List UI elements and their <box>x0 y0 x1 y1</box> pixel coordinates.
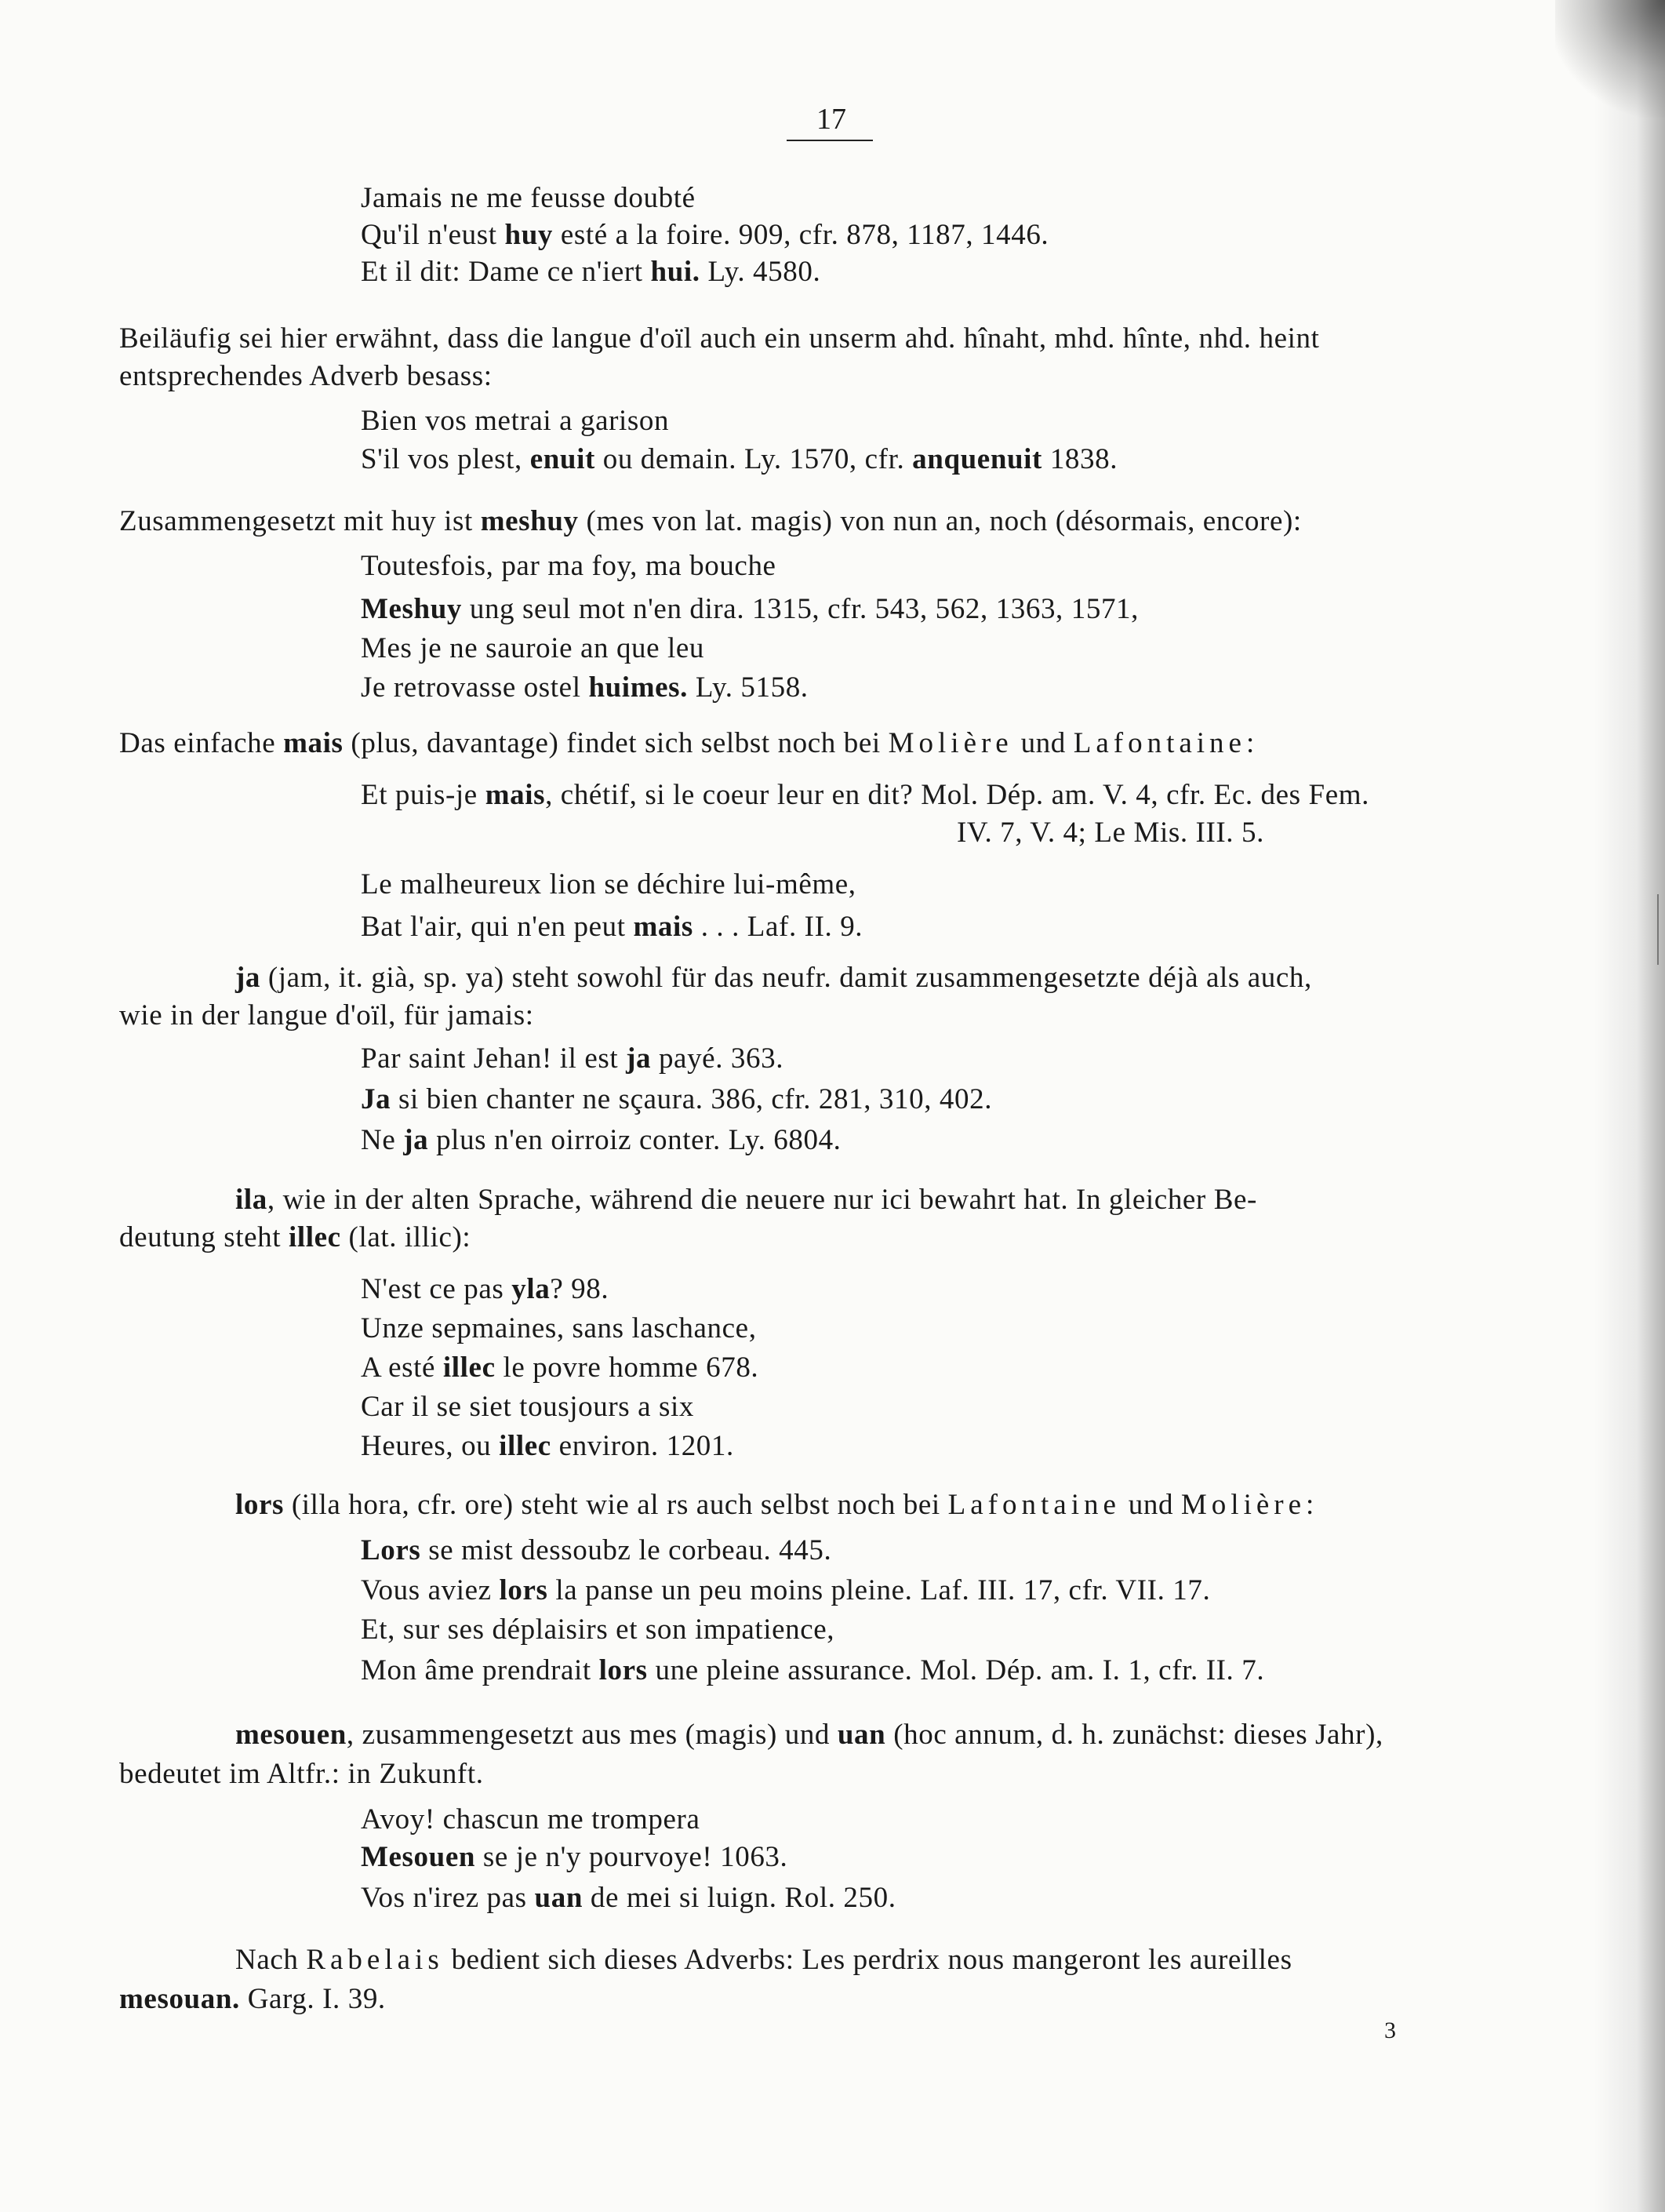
paragraph-line: mesouen, zusammengesetzt aus mes (magis) und uan (hoc annum, d. h. zunächst: dieses Jahr), <box>235 1719 1383 1751</box>
quote-line: Unze sepmaines, sans laschance, <box>361 1312 757 1344</box>
signature-mark: 3 <box>1384 2017 1396 2043</box>
quote-line: Par saint Jehan! il est ja payé. 363. <box>361 1042 784 1075</box>
paragraph-line: entsprechendes Adverb besass: <box>119 360 493 392</box>
paragraph-line: ila, wie in der alten Sprache, während die neuere nur ici bewahrt hat. In gleicher Be- <box>235 1184 1257 1216</box>
quote-line: Mes je ne sauroie an que leu <box>361 632 705 664</box>
quote-line: A esté illec le povre homme 678. <box>361 1352 759 1384</box>
quote-line: Qu'il n'eust huy esté a la foire. 909, cfr. 878, 1187, 1446. <box>361 219 1049 251</box>
quote-line: Mon âme prendrait lors une pleine assurance. Mol. Dép. am. I. 1, cfr. II. 7. <box>361 1654 1265 1686</box>
paragraph-line: wie in der langue d'oïl, für jamais: <box>119 999 534 1031</box>
paragraph-line: mesouan. Garg. I. 39. <box>119 1983 386 2015</box>
quote-line: Car il se siet tousjours a six <box>361 1391 694 1423</box>
paragraph-line: Das einfache mais (plus, davantage) findet sich selbst noch bei Molière und Lafontaine: <box>119 727 1255 759</box>
quote-line: Lors se mist dessoubz le corbeau. 445. <box>361 1534 832 1566</box>
quote-line: Vos n'irez pas uan de mei si luign. Rol. 250. <box>361 1882 896 1914</box>
page-corner-shadow <box>1555 0 1665 118</box>
quote-line: Bien vos metrai a garison <box>361 405 670 437</box>
paragraph-line: Zusammengesetzt mit huy ist meshuy (mes von lat. magis) von nun an, noch (désormais, encore): <box>119 505 1302 537</box>
quote-line: N'est ce pas yla? 98. <box>361 1273 609 1305</box>
quote-line: Avoy! chascun me trompera <box>361 1803 700 1835</box>
quote-line: Et puis-je mais, chétif, si le coeur leur en dit? Mol. Dép. am. V. 4, cfr. Ec. des Fem. <box>361 779 1369 811</box>
paragraph-line: Nach Rabelais bedient sich dieses Adverbs: Les perdrix nous mangeront les aureilles <box>235 1944 1292 1976</box>
quote-line: Toutesfois, par ma foy, ma bouche <box>361 550 776 582</box>
quote-line: Meshuy ung seul mot n'en dira. 1315, cfr. 543, 562, 1363, 1571, <box>361 593 1139 625</box>
quote-line: Et il dit: Dame ce n'iert hui. Ly. 4580. <box>361 256 821 288</box>
quote-line: Et, sur ses déplaisirs et son impatience, <box>361 1614 835 1646</box>
margin-mark <box>1657 894 1659 965</box>
page-number: 17 <box>816 103 846 136</box>
quote-line: Vous aviez lors la panse un peu moins pleine. Laf. III. 17, cfr. VII. 17. <box>361 1574 1211 1606</box>
quote-line: Ne ja plus n'en oirroiz conter. Ly. 6804. <box>361 1124 842 1156</box>
quote-line: Le malheureux lion se déchire lui-même, <box>361 868 856 900</box>
quote-line: Mesouen se je n'y pourvoye! 1063. <box>361 1841 788 1873</box>
quote-line: IV. 7, V. 4; Le Mis. III. 5. <box>957 817 1264 849</box>
paragraph-line: ja (jam, it. già, sp. ya) steht sowohl für das neufr. damit zusammengesetzte déjà als auch, <box>235 962 1312 994</box>
quote-line: Heures, ou illec environ. 1201. <box>361 1430 734 1462</box>
quote-line: Bat l'air, qui n'en peut mais . . . Laf. II. 9. <box>361 911 863 943</box>
quote-line: Ja si bien chanter ne sçaura. 386, cfr. 281, 310, 402. <box>361 1083 993 1115</box>
paragraph-line: deutung steht illec (lat. illic): <box>119 1221 471 1253</box>
quote-line: S'il vos plest, enuit ou demain. Ly. 1570, cfr. anquenuit 1838. <box>361 443 1118 475</box>
quote-line: Jamais ne me feusse doubté <box>361 182 696 214</box>
paragraph-line: lors (illa hora, cfr. ore) steht wie al rs auch selbst noch bei Lafontaine und Molière: <box>235 1489 1314 1521</box>
page-number-rule <box>787 140 873 141</box>
quote-line: Je retrovasse ostel huimes. Ly. 5158. <box>361 671 809 704</box>
paragraph-line: bedeutet im Altfr.: in Zukunft. <box>119 1758 484 1790</box>
paragraph-line: Beiläufig sei hier erwähnt, dass die langue d'oïl auch ein unserm ahd. hînaht, mhd. hînte, nhd. heint <box>119 322 1320 355</box>
page-edge-shadow <box>1594 0 1665 2212</box>
